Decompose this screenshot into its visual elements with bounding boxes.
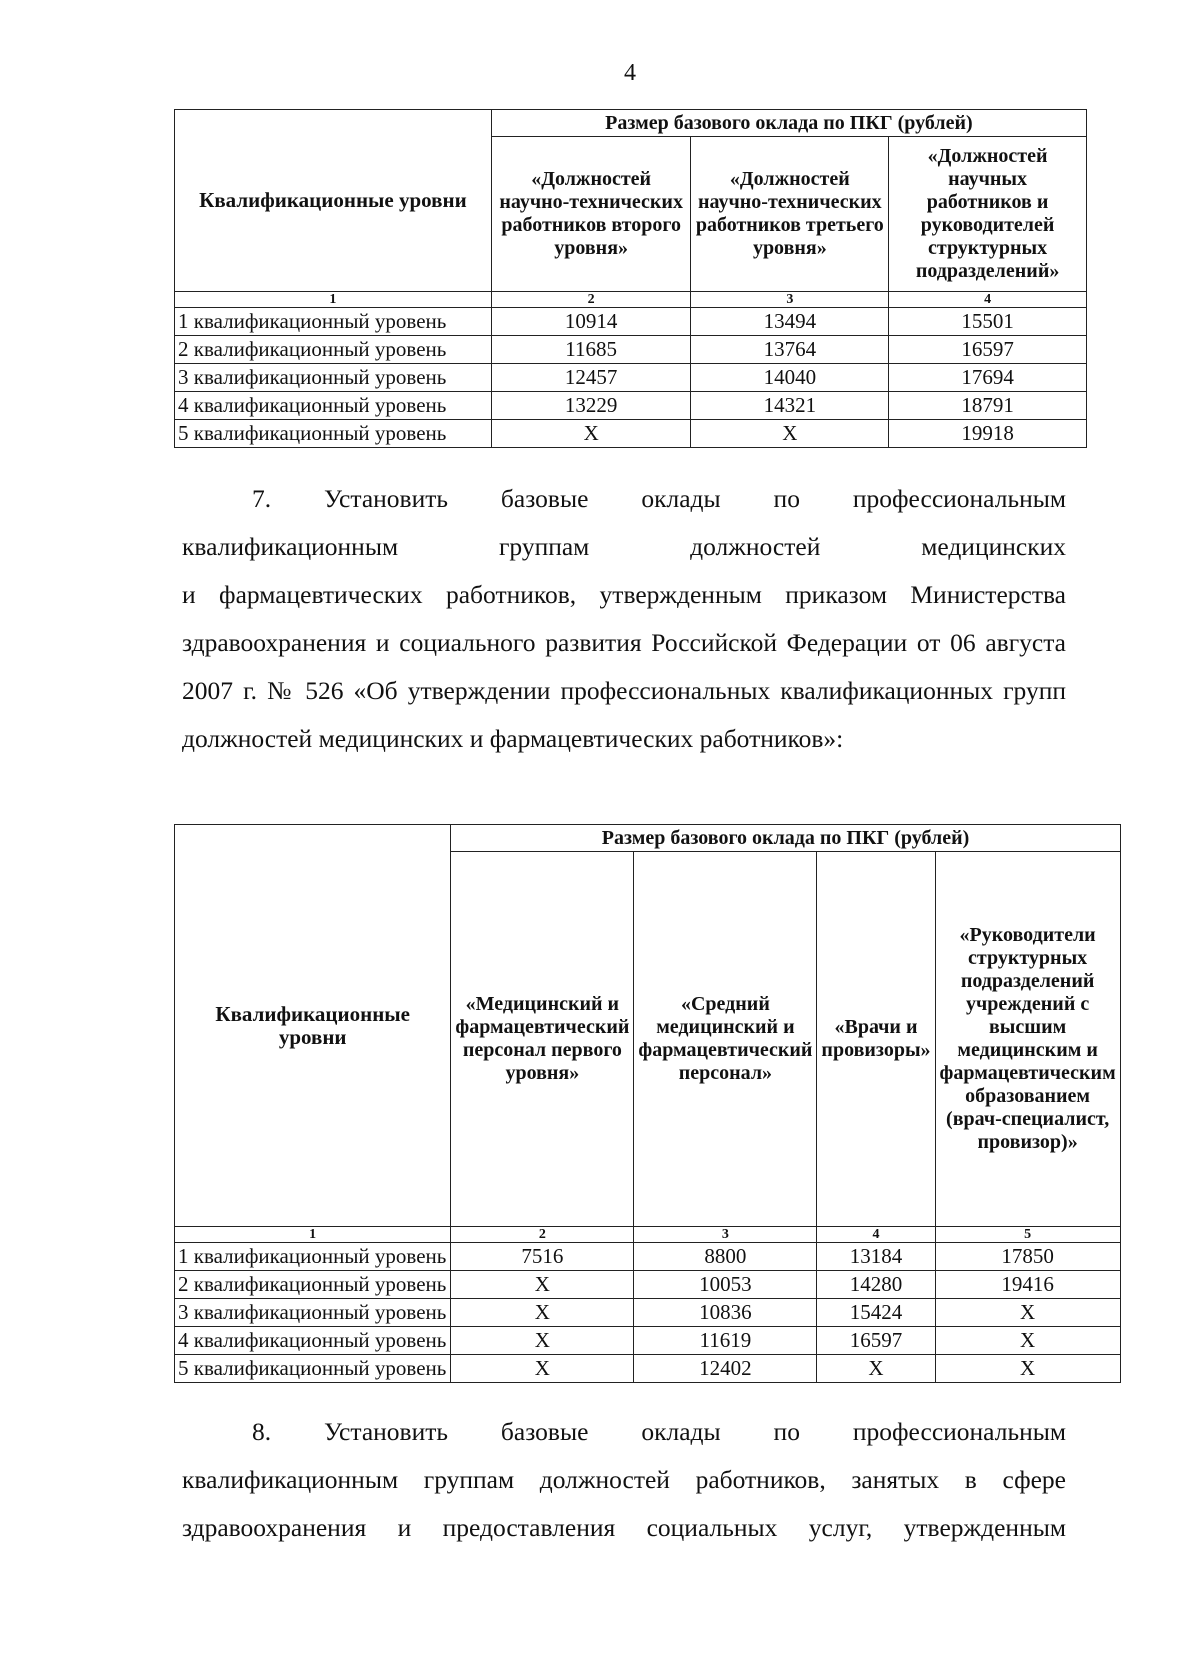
column-number: 1 [175, 292, 492, 308]
paragraph-8-line-3: здравоохранения и предоставления социальных услуг, утвержденным [182, 1513, 1066, 1542]
level-label: 2 квалификационный уровень [175, 1271, 451, 1299]
column-number: 2 [491, 292, 691, 308]
salary-value: X [451, 1271, 634, 1299]
table-row [175, 1355, 1121, 1383]
header-salary-group: Размер базового оклада по ПКГ (рублей) [491, 110, 1086, 137]
level-label: 3 квалификационный уровень [175, 364, 492, 392]
salary-value: 8800 [634, 1243, 817, 1271]
salary-value: 13494 [691, 308, 889, 336]
level-label: 3 квалификационный уровень [175, 1299, 451, 1327]
salary-value: X [691, 420, 889, 448]
column-number: 3 [691, 292, 889, 308]
salary-value: 16597 [889, 336, 1087, 364]
column-number: 5 [935, 1227, 1120, 1243]
salary-value: 17850 [935, 1243, 1120, 1271]
level-label: 2 квалификационный уровень [175, 336, 492, 364]
table-row [175, 1243, 1121, 1271]
paragraph-8 [182, 1408, 1066, 1552]
salary-value: 10836 [634, 1299, 817, 1327]
level-label: 4 квалификационный уровень [175, 392, 492, 420]
header-salary-group: Размер базового оклада по ПКГ (рублей) [451, 825, 1120, 852]
salary-value: 11685 [491, 336, 691, 364]
header-qualification-levels: Квалификационные уровни [175, 825, 451, 1227]
salary-value: X [451, 1355, 634, 1383]
column-number: 1 [175, 1227, 451, 1243]
level-label: 5 квалификационный уровень [175, 1355, 451, 1383]
table-row [175, 1271, 1121, 1299]
table-row [175, 364, 1087, 392]
column-header: «Средний медицинский и фармацевтический персонал» [634, 852, 817, 1227]
salary-value: 19416 [935, 1271, 1120, 1299]
salary-value: 14321 [691, 392, 889, 420]
column-header: «Должностей научных работников и руководителей структурных подразделений» [889, 137, 1087, 292]
level-label: 1 квалификационный уровень [175, 1243, 451, 1271]
salary-value: X [451, 1327, 634, 1355]
salary-value: 11619 [634, 1327, 817, 1355]
level-label: 1 квалификационный уровень [175, 308, 492, 336]
column-header: «Должностей научно-технических работников второго уровня» [491, 137, 691, 292]
paragraph-7-line-2: квалификационным группам должностей медицинских [182, 532, 1066, 561]
column-number: 4 [889, 292, 1087, 308]
salary-value: 13764 [691, 336, 889, 364]
table-row [175, 1299, 1121, 1327]
salary-value: X [935, 1299, 1120, 1327]
salary-value: X [491, 420, 691, 448]
level-label: 4 квалификационный уровень [175, 1327, 451, 1355]
table-row [175, 420, 1087, 448]
page-number: 4 [624, 60, 636, 86]
header-qualification-levels: Квалификационные уровни [175, 110, 492, 292]
salary-value: X [935, 1327, 1120, 1355]
salary-value: 7516 [451, 1243, 634, 1271]
column-header: «Врачи и провизоры» [817, 852, 935, 1227]
salary-value: 10053 [634, 1271, 817, 1299]
salary-value: 18791 [889, 392, 1087, 420]
table-row [175, 336, 1087, 364]
column-number: 4 [817, 1227, 935, 1243]
column-number: 3 [634, 1227, 817, 1243]
salary-value: 14040 [691, 364, 889, 392]
salary-value: 12457 [491, 364, 691, 392]
salary-value: 14280 [817, 1271, 935, 1299]
column-header: «Медицинский и фармацевтический персонал первого уровня» [451, 852, 634, 1227]
level-label: 5 квалификационный уровень [175, 420, 492, 448]
paragraph-7-text: и фармацевтических работников, утвержденным приказом Министерства здравоохранения и социального развития Российской Федерации от 06 августа 2007 г. № 526 «Об утверждении профессиональных квалификационных групп должностей медицинских и фармацевтических работников»: [182, 580, 1066, 753]
table-row [175, 392, 1087, 420]
column-number: 2 [451, 1227, 634, 1243]
salary-value: 12402 [634, 1355, 817, 1383]
paragraph-7 [182, 475, 1066, 763]
column-header: «Должностей научно-технических работников третьего уровня» [691, 137, 889, 292]
salary-value: 10914 [491, 308, 691, 336]
table-row [175, 1327, 1121, 1355]
salary-value: 15424 [817, 1299, 935, 1327]
salary-value: 15501 [889, 308, 1087, 336]
table-row [175, 308, 1087, 336]
paragraph-8-line-1: 8. Установить базовые оклады по профессиональным [252, 1417, 1066, 1446]
paragraph-8-line-2: квалификационным группам должностей работников, занятых в сфере [182, 1465, 1066, 1494]
salary-table-scientific [174, 109, 1087, 448]
salary-table-medical [174, 824, 1121, 1383]
column-header: «Руководители структурных подразделений учреждений с высшим медицинским и фармацевтическим образованием (врач-специалист, провизор)» [935, 852, 1120, 1227]
salary-value: 13184 [817, 1243, 935, 1271]
salary-value: 16597 [817, 1327, 935, 1355]
salary-value: 17694 [889, 364, 1087, 392]
salary-value: X [817, 1355, 935, 1383]
salary-value: X [451, 1299, 634, 1327]
salary-value: 13229 [491, 392, 691, 420]
paragraph-7-line-1: 7. Установить базовые оклады по профессиональным [252, 484, 1066, 513]
salary-value: 19918 [889, 420, 1087, 448]
salary-value: X [935, 1355, 1120, 1383]
